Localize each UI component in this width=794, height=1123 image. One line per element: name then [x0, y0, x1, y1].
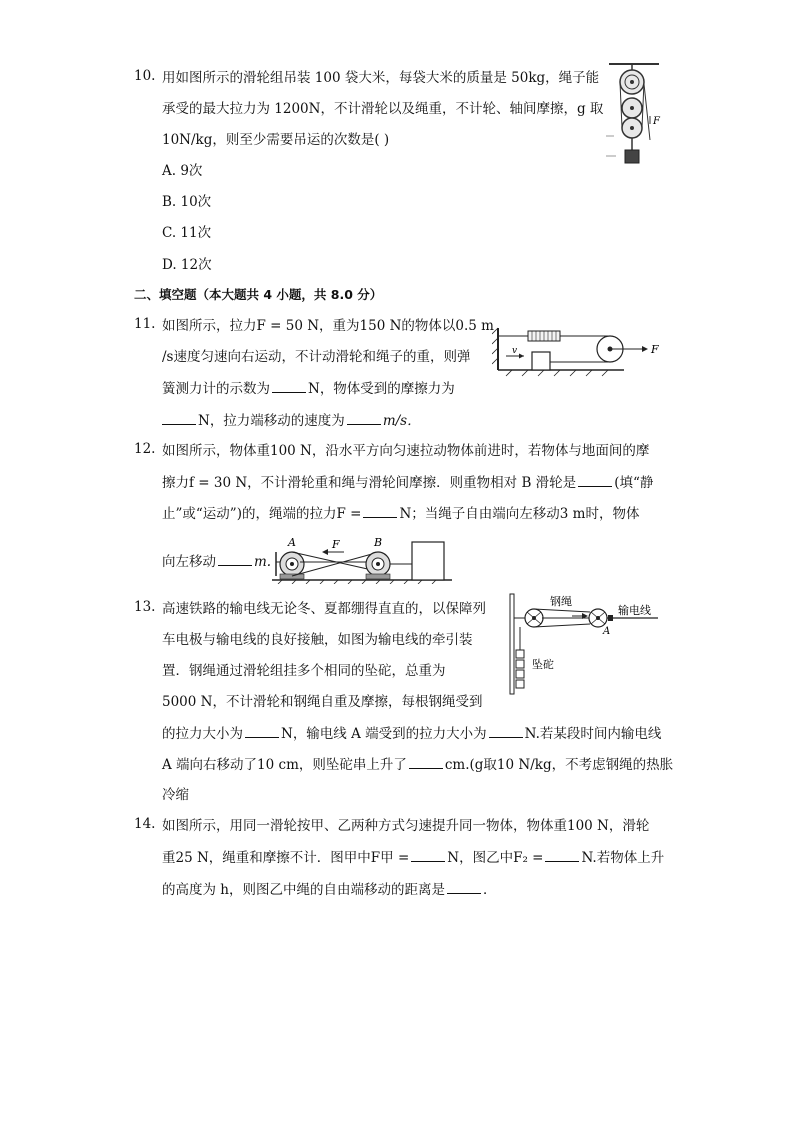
q10-line-1: 用如图所示的滑轮组吊装 100 袋大米，每袋大米的质量是 50kg，绳子能 — [162, 70, 600, 86]
q13-figure-rope-label: 钢绳 — [550, 595, 572, 608]
q11-line-3-text-a: 簧测力计的示数为 — [162, 381, 270, 397]
q13-power-line-figure — [500, 592, 660, 696]
q13-figure-line-label: 输电线 — [618, 604, 651, 617]
q10-option-a: A. 9次 — [162, 163, 203, 179]
q13-line-5-text-b: N，输电线 A 端受到的拉力大小为 — [281, 726, 487, 742]
q13-number: 13. — [134, 599, 156, 615]
q11-number: 11. — [134, 316, 156, 332]
q13-blank-2[interactable] — [489, 723, 523, 738]
q12-number: 12. — [134, 441, 156, 457]
q12-line-4-text-a: 向左移动 — [162, 554, 216, 570]
q12-blank-2[interactable] — [363, 503, 397, 518]
q13-line-1: 高速铁路的输电线无论冬、夏都绷得直直的，以保障列 — [162, 601, 486, 617]
q13-line-7: 冷缩 — [162, 787, 189, 803]
q14-line-2-text-c: N.若物体上升 — [581, 850, 665, 866]
q13-line-6-text-b: cm.(g取10 N/kg，不考虑钢绳的热胀 — [444, 757, 674, 773]
q10-option-c: C. 11次 — [162, 225, 212, 241]
q12-pulley-figure — [272, 532, 456, 584]
q14-blank-2[interactable] — [545, 847, 579, 862]
q14-line-3-text-a: 的高度为 h，则图乙中绳的自由端移动的距离是 — [162, 882, 445, 898]
q13-line-5 — [162, 723, 661, 744]
q11-blank-2[interactable] — [162, 410, 196, 425]
q13-blank-1[interactable] — [245, 723, 279, 738]
q10-line-2: 承受的最大拉力为 1200N，不计滑轮以及绳重，不计轮、轴间摩擦，g 取 — [162, 101, 604, 117]
q12-line-4 — [162, 551, 271, 572]
q11-line-1: 如图所示，拉力F = 50 N，重为150 N的物体以0.5 m — [162, 318, 494, 334]
q10-number: 10. — [134, 68, 156, 84]
q14-line-2-text-a: 重25 N，绳重和摩擦不计．图甲中F甲 = — [162, 850, 410, 866]
q12-figure-label-b: B — [374, 536, 383, 549]
q14-line-2-text-b: N，图乙中F₂ = — [447, 850, 544, 866]
q13-figure-weight-label: 坠砣 — [532, 658, 554, 671]
q11-pulley-figure — [492, 322, 666, 380]
q13-line-2: 车电极与输电线的良好接触，如图为输电线的牵引装 — [162, 632, 473, 648]
q12-figure-label-a: A — [288, 536, 296, 549]
q12-line-2-text-a: 擦力f = 30 N，不计滑轮重和绳与滑轮间摩擦．则重物相对 B 滑轮是 — [162, 475, 577, 491]
q11-line-4 — [162, 410, 421, 431]
q12-line-1: 如图所示，物体重100 N，沿水平方向匀速拉动物体前进时，若物体与地面间的摩 — [162, 443, 650, 459]
q11-line-4-text-a: N，拉力端移动的速度为 — [198, 413, 345, 429]
q13-line-4: 5000 N，不计滑轮和钢绳自重及摩擦，每根钢绳受到 — [162, 694, 483, 710]
q12-blank-1[interactable] — [578, 472, 612, 487]
q12-blank-3[interactable] — [218, 551, 252, 566]
q12-line-2 — [162, 472, 653, 493]
q13-blank-3[interactable] — [409, 754, 443, 769]
q14-line-3 — [162, 879, 497, 900]
q13-line-3: 置．钢绳通过滑轮组挂多个相同的坠砣，总重为 — [162, 663, 446, 679]
q12-line-2-text-b: (填“静 — [614, 475, 654, 491]
q14-line-3-text-b: ． — [483, 882, 497, 898]
q12-line-3 — [162, 503, 639, 524]
q13-line-6-text-a: A 端向右移动了10 cm，则坠砣串上升了 — [162, 757, 407, 773]
q10-option-b: B. 10次 — [162, 194, 212, 210]
q10-figure-force-label: F — [653, 116, 660, 127]
q11-line-3 — [162, 378, 455, 399]
q13-line-6 — [162, 754, 673, 775]
q13-line-5-text-a: 的拉力大小为 — [162, 726, 243, 742]
q14-line-2 — [162, 847, 664, 868]
q10-option-d: D. 12次 — [162, 257, 212, 273]
q11-line-2: /s速度匀速向右运动，不计动滑轮和绳子的重，则弹 — [162, 349, 471, 365]
q11-figure-velocity-label: v — [512, 346, 518, 356]
q14-blank-1[interactable] — [411, 847, 445, 862]
q11-blank-1[interactable] — [272, 378, 306, 393]
q11-figure-force-label: F — [651, 343, 659, 356]
q10-line-3: 10N/kg，则至少需要吊运的次数是( ) — [162, 132, 390, 148]
section-title: 二、填空题（本大题共 4 小题，共 8.0 分） — [134, 287, 383, 302]
q14-number: 14. — [134, 816, 156, 832]
q11-line-3-text-b: N，物体受到的摩擦力为 — [308, 381, 455, 397]
q13-line-5-text-c: N.若某段时间内输电线 — [524, 726, 662, 742]
q12-figure-force-label: F — [332, 538, 340, 551]
q13-figure-label-a: A — [603, 626, 611, 637]
q12-line-3-text-b: N；当绳子自由端向左移动3 m时，物体 — [399, 506, 640, 522]
q14-blank-3[interactable] — [447, 879, 481, 894]
q14-line-1: 如图所示，用同一滑轮按甲、乙两种方式匀速提升同一物体，物体重100 N，滑轮 — [162, 818, 650, 834]
q12-line-3-text-a: 止”或“运动”)的，绳端的拉力F = — [162, 506, 362, 522]
q11-blank-3[interactable] — [347, 410, 381, 425]
q12-line-4-text-b: m. — [254, 554, 272, 570]
q10-pulley-figure — [604, 60, 664, 170]
q11-line-4-text-b: m/s． — [382, 413, 421, 429]
